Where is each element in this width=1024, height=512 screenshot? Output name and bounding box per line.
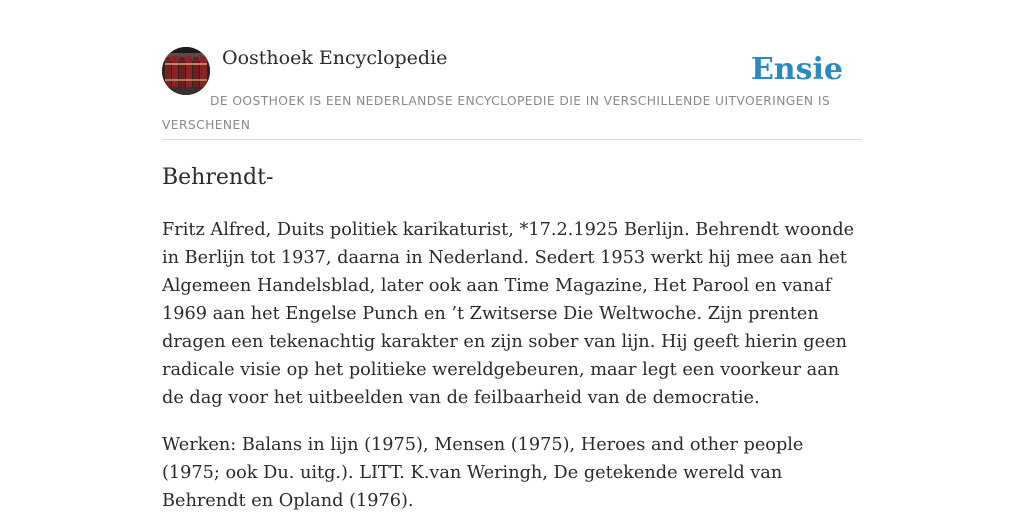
header-divider bbox=[162, 139, 862, 140]
site-tagline: DE OOSTHOEK IS EEN NEDERLANDSE ENCYCLOPEDIE DIE IN VERSCHILLENDE UITVOERINGEN IS VERSCHENEN bbox=[162, 94, 831, 132]
encyclopedia-books-icon[interactable] bbox=[162, 47, 210, 95]
article-paragraph: Werken: Balans in lijn (1975), Mensen (1975), Heroes and other people (1975; ook Du. uitg.). LITT. K.van Weringh, De getekende wereld van Behrendt en Opland (1976). bbox=[162, 435, 804, 511]
brand-logo-link[interactable]: Ensie bbox=[750, 52, 843, 87]
article-title: Behrendt- bbox=[162, 165, 274, 190]
article-paragraph: Fritz Alfred, Duits politiek karikaturist, *17.2.1925 Berlijn. Behrendt woonde in Berlijn tot 1937, daarna in Nederland. Sedert 1953 werkt hij mee aan het Algemeen Handelsblad, later ook aan Time Magazine, Het Parool en vanaf 1969 aan het Engelse Punch en ’t Zwitserse Die Weltwoche. Zijn prenten dragen een tekenachtig karakter en zijn sober van lijn. Hij geeft hierin geen radicale visie op het politieke wereldgebeuren, maar legt een voorkeur aan de dag voor het uitbeelden van de feilbaarheid van de democratie. bbox=[162, 220, 855, 408]
site-name[interactable]: Oosthoek Encyclopedie bbox=[222, 47, 448, 69]
